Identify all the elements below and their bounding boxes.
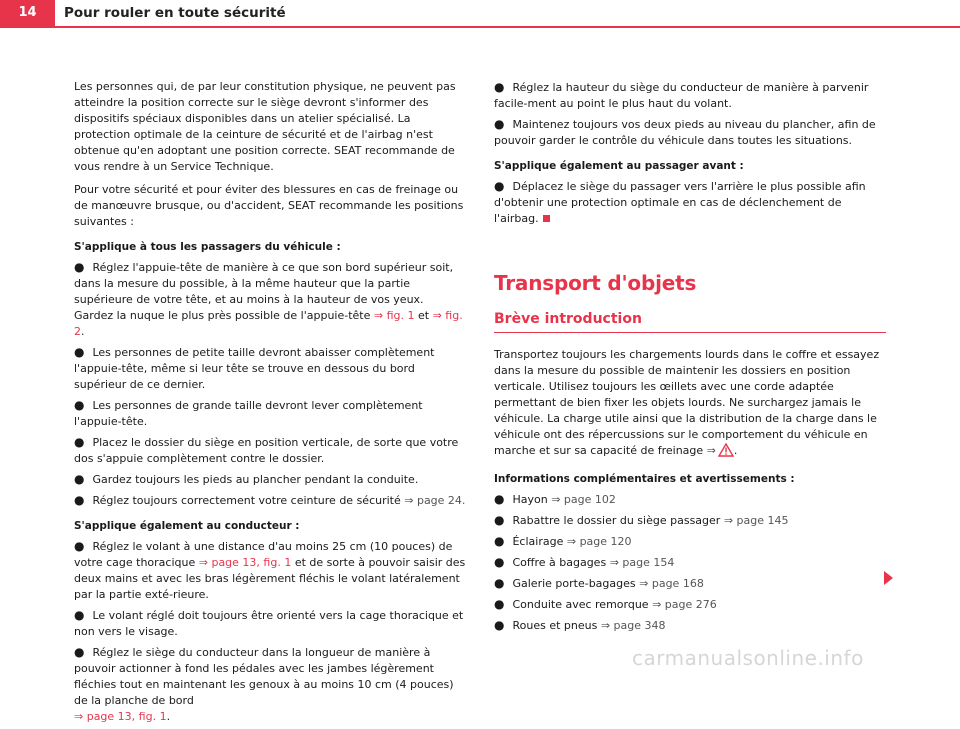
page-header: [0, 0, 960, 28]
list-item: ● Réglez la hauteur du siège du conducteur de manière à parvenir facile-ment au point le plus haut du volant.: [494, 80, 869, 110]
section-heading: Brève introduction: [494, 311, 886, 333]
bullet-icon: ●: [494, 597, 505, 611]
page-number: 14: [0, 0, 55, 28]
bullet-icon: ●: [74, 398, 85, 412]
all-passengers-list: [74, 259, 466, 509]
reference-item: ● Coffre à bagages ⇒ page 154: [494, 555, 675, 569]
bullet-icon: ●: [74, 435, 85, 449]
driver-list: [74, 538, 466, 725]
warning-triangle-icon[interactable]: [718, 443, 734, 462]
list-item: ● Déplacez le siège du passager vers l'arrière le plus possible afin d'obtenir une protection optimale en cas de déclenchement de l'airbag.: [494, 179, 866, 225]
left-column: [74, 79, 466, 729]
watermark: carmanualsonline.info: [632, 646, 864, 670]
page-ref-link[interactable]: ⇒ page 276: [652, 598, 717, 611]
recommendation-paragraph: Pour votre sécurité et pour éviter des blessures en cas de freinage ou de manœuvre brusque, ou d'accident, SEAT recommande les positions suivantes :: [74, 183, 464, 228]
bullet-icon: ●: [74, 260, 85, 274]
header-divider: [55, 26, 960, 28]
bullet-icon: ●: [74, 539, 85, 553]
page-ref-link[interactable]: ⇒ page 154: [609, 556, 675, 569]
list-item: ● Placez le dossier du siège en position verticale, de sorte que votre dos s'appuie complètement contre le dossier.: [74, 435, 459, 465]
list-item: ● Réglez l'appuie-tête de manière à ce que son bord supérieur soit, dans la mesure du possible, à la même hauteur que la partie supérieure de votre tête, et au moins à la hauteur de vos yeux. Gardez la nuque le plus près possible de l'appuie-tête ⇒ fig. 1 et ⇒ fig. 2.: [74, 260, 463, 338]
intro-paragraph: Les personnes qui, de par leur constitution physique, ne peuvent pas atteindre la position correcte sur le siège devront s'informer des dispositifs spéciaux disponibles dans un atelier spécialisé. La protection optimale de la ceinture de sécurité et de l'airbag n'est obtenue qu'en adoptant une position correcte. SEAT recommande de vous rendre à un Service Technique.: [74, 80, 456, 173]
list-item: ● Gardez toujours les pieds au plancher pendant la conduite.: [74, 472, 419, 486]
driver-list-continued: [494, 79, 886, 149]
page-ref: ⇒ page 24.: [404, 494, 466, 507]
list-item: ● Réglez le volant à une distance d'au moins 25 cm (10 pouces) de votre cage thoracique ⇒ page 13, fig. 1 et de sorte à pouvoir saisir des deux mains et avec les bras légèrement fléchis le volant latéralement par la partie exté-rieure.: [74, 539, 466, 601]
transport-paragraph: Transportez toujours les chargements lourds dans le coffre et essayez dans la mesure du possible de maintenir les dossiers en position verticale. Utilisez toujours les œillets avec une corde adaptée permettant de bien fixer les objets lourds. Ne surchargez jamais le véhicule. La charge utile ainsi que la distribution de la charge dans le véhicule ont des répercussions sur le comportement du véhicule en marche et sur sa capacité de freinage ⇒ .: [494, 347, 886, 462]
fig2-link[interactable]: ⇒ fig. 2: [74, 309, 463, 338]
list-item: ● Les personnes de grande taille devront lever complètement l'appuie-tête.: [74, 398, 423, 428]
reference-list: [494, 491, 886, 634]
reference-item: ● Roues et pneus ⇒ page 348: [494, 618, 666, 632]
next-page-arrow-icon[interactable]: [884, 571, 893, 585]
bullet-icon: ●: [494, 117, 505, 131]
bullet-icon: ●: [494, 576, 505, 590]
list-item: ● Les personnes de petite taille devront abaisser complètement l'appuie-tête, même si leur tête se trouve en dessous du bord supérieur de ce dernier.: [74, 345, 435, 391]
bullet-icon: ●: [74, 472, 85, 486]
chapter-title: Pour rouler en toute sécurité: [64, 5, 286, 21]
subheading-all-passengers: S'applique à tous les passagers du véhicule :: [74, 241, 341, 253]
bullet-icon: ●: [74, 608, 85, 622]
reference-item: ● Galerie porte-bagages ⇒ page 168: [494, 576, 704, 590]
list-item: ● Le volant réglé doit toujours être orienté vers la cage thoracique et non vers le visage.: [74, 608, 464, 638]
page-ref-link[interactable]: ⇒ page 145: [723, 514, 789, 527]
page13-fig1-link[interactable]: ⇒ page 13, fig. 1: [74, 710, 167, 723]
subheading-driver: S'applique également au conducteur :: [74, 520, 300, 532]
bullet-icon: ●: [74, 493, 85, 507]
bullet-icon: ●: [494, 534, 505, 548]
warning-ref: ⇒: [706, 444, 716, 457]
page-ref-link[interactable]: ⇒ page 168: [639, 577, 704, 590]
page13-fig1-link[interactable]: ⇒ page 13, fig. 1: [198, 556, 292, 569]
fig1-link[interactable]: ⇒ fig. 1: [373, 309, 415, 322]
reference-item: ● Rabattre le dossier du siège passager ⇒ page 145: [494, 513, 789, 527]
front-passenger-list: [494, 178, 886, 227]
page-ref-link[interactable]: ⇒ page 102: [551, 493, 616, 506]
reference-item: ● Éclairage ⇒ page 120: [494, 534, 632, 548]
subheading-more-info: Informations complémentaires et avertissements :: [494, 473, 795, 485]
bullet-icon: ●: [494, 618, 505, 632]
end-square-icon: [543, 215, 550, 222]
bullet-icon: ●: [74, 345, 85, 359]
reference-item: ● Hayon ⇒ page 102: [494, 492, 616, 506]
bullet-icon: ●: [494, 555, 505, 569]
bullet-icon: ●: [494, 179, 505, 193]
bullet-icon: ●: [74, 645, 85, 659]
right-column: [494, 79, 886, 638]
page-ref-link[interactable]: ⇒ page 348: [600, 619, 666, 632]
chapter-heading: Transport d'objets: [494, 271, 697, 295]
bullet-icon: ●: [494, 513, 505, 527]
page-ref-link[interactable]: ⇒ page 120: [566, 535, 632, 548]
bullet-icon: ●: [494, 492, 505, 506]
subheading-front-passenger: S'applique également au passager avant :: [494, 160, 744, 172]
list-item: ● Réglez le siège du conducteur dans la longueur de manière à pouvoir actionner à fond les pédales avec les jambes légèrement fléchies tout en maintenant les genoux à au moins 10 cm (4 pouces) de la planche de bord ⇒ page 13, fig. 1.: [74, 645, 454, 723]
list-item: ● Maintenez toujours vos deux pieds au niveau du plancher, afin de pouvoir garder le contrôle du véhicule dans toutes les situations.: [494, 117, 876, 147]
list-item: ● Réglez toujours correctement votre ceinture de sécurité ⇒ page 24.: [74, 493, 466, 507]
reference-item: ● Conduite avec remorque ⇒ page 276: [494, 597, 717, 611]
bullet-icon: ●: [494, 80, 505, 94]
